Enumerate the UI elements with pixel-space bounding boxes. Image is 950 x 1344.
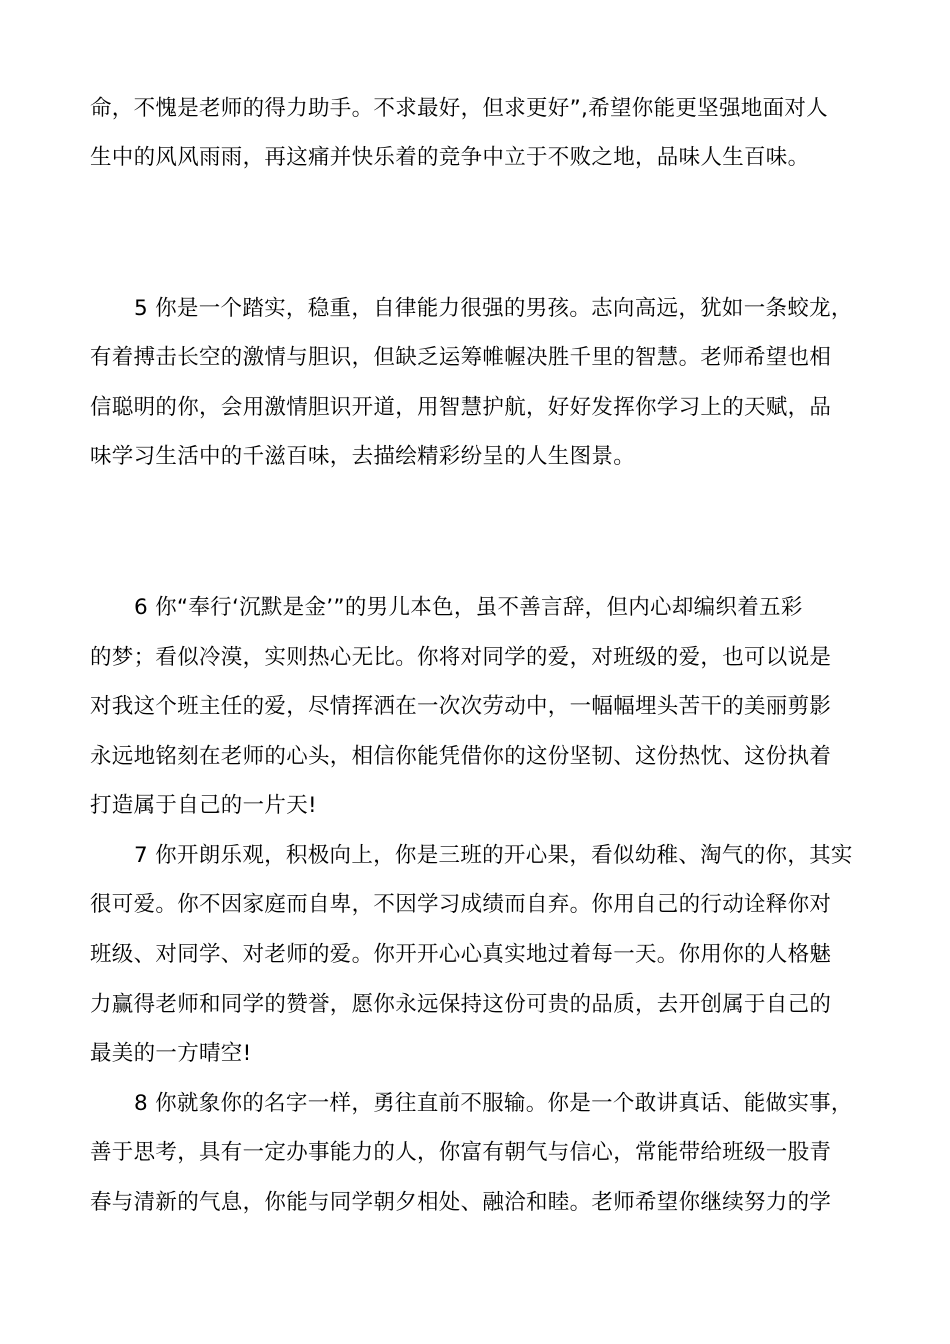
paragraph-6-line-4: 永远地铭刻在老师的心头，相信你能凭借你的这份坚韧、这份热忱、这份执着 — [90, 744, 832, 769]
paragraph-7-line-2: 很可爱。你不因家庭而自卑，不因学习成绩而自弃。你用自己的行动诠释你对 — [90, 892, 832, 917]
paragraph-5-line-3: 信聪明的你，会用激情胆识开道，用智慧护航，好好发挥你学习上的天赋，品 — [90, 395, 832, 420]
paragraph-8-line-1: 8 你就象你的名字一样，勇往直前不服输。你是一个敢讲真话、能做实事， — [134, 1091, 853, 1116]
paragraph-6-line-2: 的梦；看似冷漠，实则热心无比。你将对同学的爱，对班级的爱，也可以说是 — [90, 645, 832, 670]
paragraph-5-line-1: 5 你是一个踏实，稳重，自律能力很强的男孩。志向高远，犹如一条蛟龙， — [134, 296, 853, 321]
paragraph-6-line-3: 对我这个班主任的爱，尽情挥洒在一次次劳动中，一幅幅埋头苦干的美丽剪影 — [90, 694, 832, 719]
paragraph-4-line-2: 生中的风风雨雨，再这痛并快乐着的竞争中立于不败之地，品味人生百味。 — [90, 145, 810, 170]
paragraph-7-line-5: 最美的一方晴空! — [90, 1041, 252, 1066]
paragraph-8-line-2: 善于思考，具有一定办事能力的人，你富有朝气与信心，常能带给班级一股青 — [90, 1140, 832, 1165]
paragraph-6-line-5: 打造属于自己的一片天! — [90, 793, 317, 818]
paragraph-8-line-3: 春与清新的气息，你能与同学朝夕相处、融洽和睦。老师希望你继续努力的学 — [90, 1190, 832, 1215]
paragraph-7-line-3: 班级、对同学、对老师的爱。你开开心心真实地过着每一天。你用你的人格魅 — [90, 942, 832, 967]
paragraph-7-line-4: 力赢得老师和同学的赞誉，愿你永远保持这份可贵的品质，去开创属于自己的 — [90, 992, 832, 1017]
paragraph-7-line-1: 7 你开朗乐观，积极向上，你是三班的开心果，看似幼稚、淘气的你，其实 — [134, 843, 853, 868]
paragraph-5-line-4: 味学习生活中的千滋百味，去描绘精彩纷呈的人生图景。 — [90, 444, 636, 469]
paragraph-4-line-1: 命，不愧是老师的得力助手。不求最好，但求更好”,希望你能更坚强地面对人 — [90, 96, 828, 121]
paragraph-6-line-1: 6 你“奉行‘沉默是金’”的男儿本色，虽不善言辞，但内心却编织着五彩 — [134, 595, 803, 620]
paragraph-5-line-2: 有着搏击长空的激情与胆识，但缺乏运筹帷幄决胜千里的智慧。老师希望也相 — [90, 345, 832, 370]
